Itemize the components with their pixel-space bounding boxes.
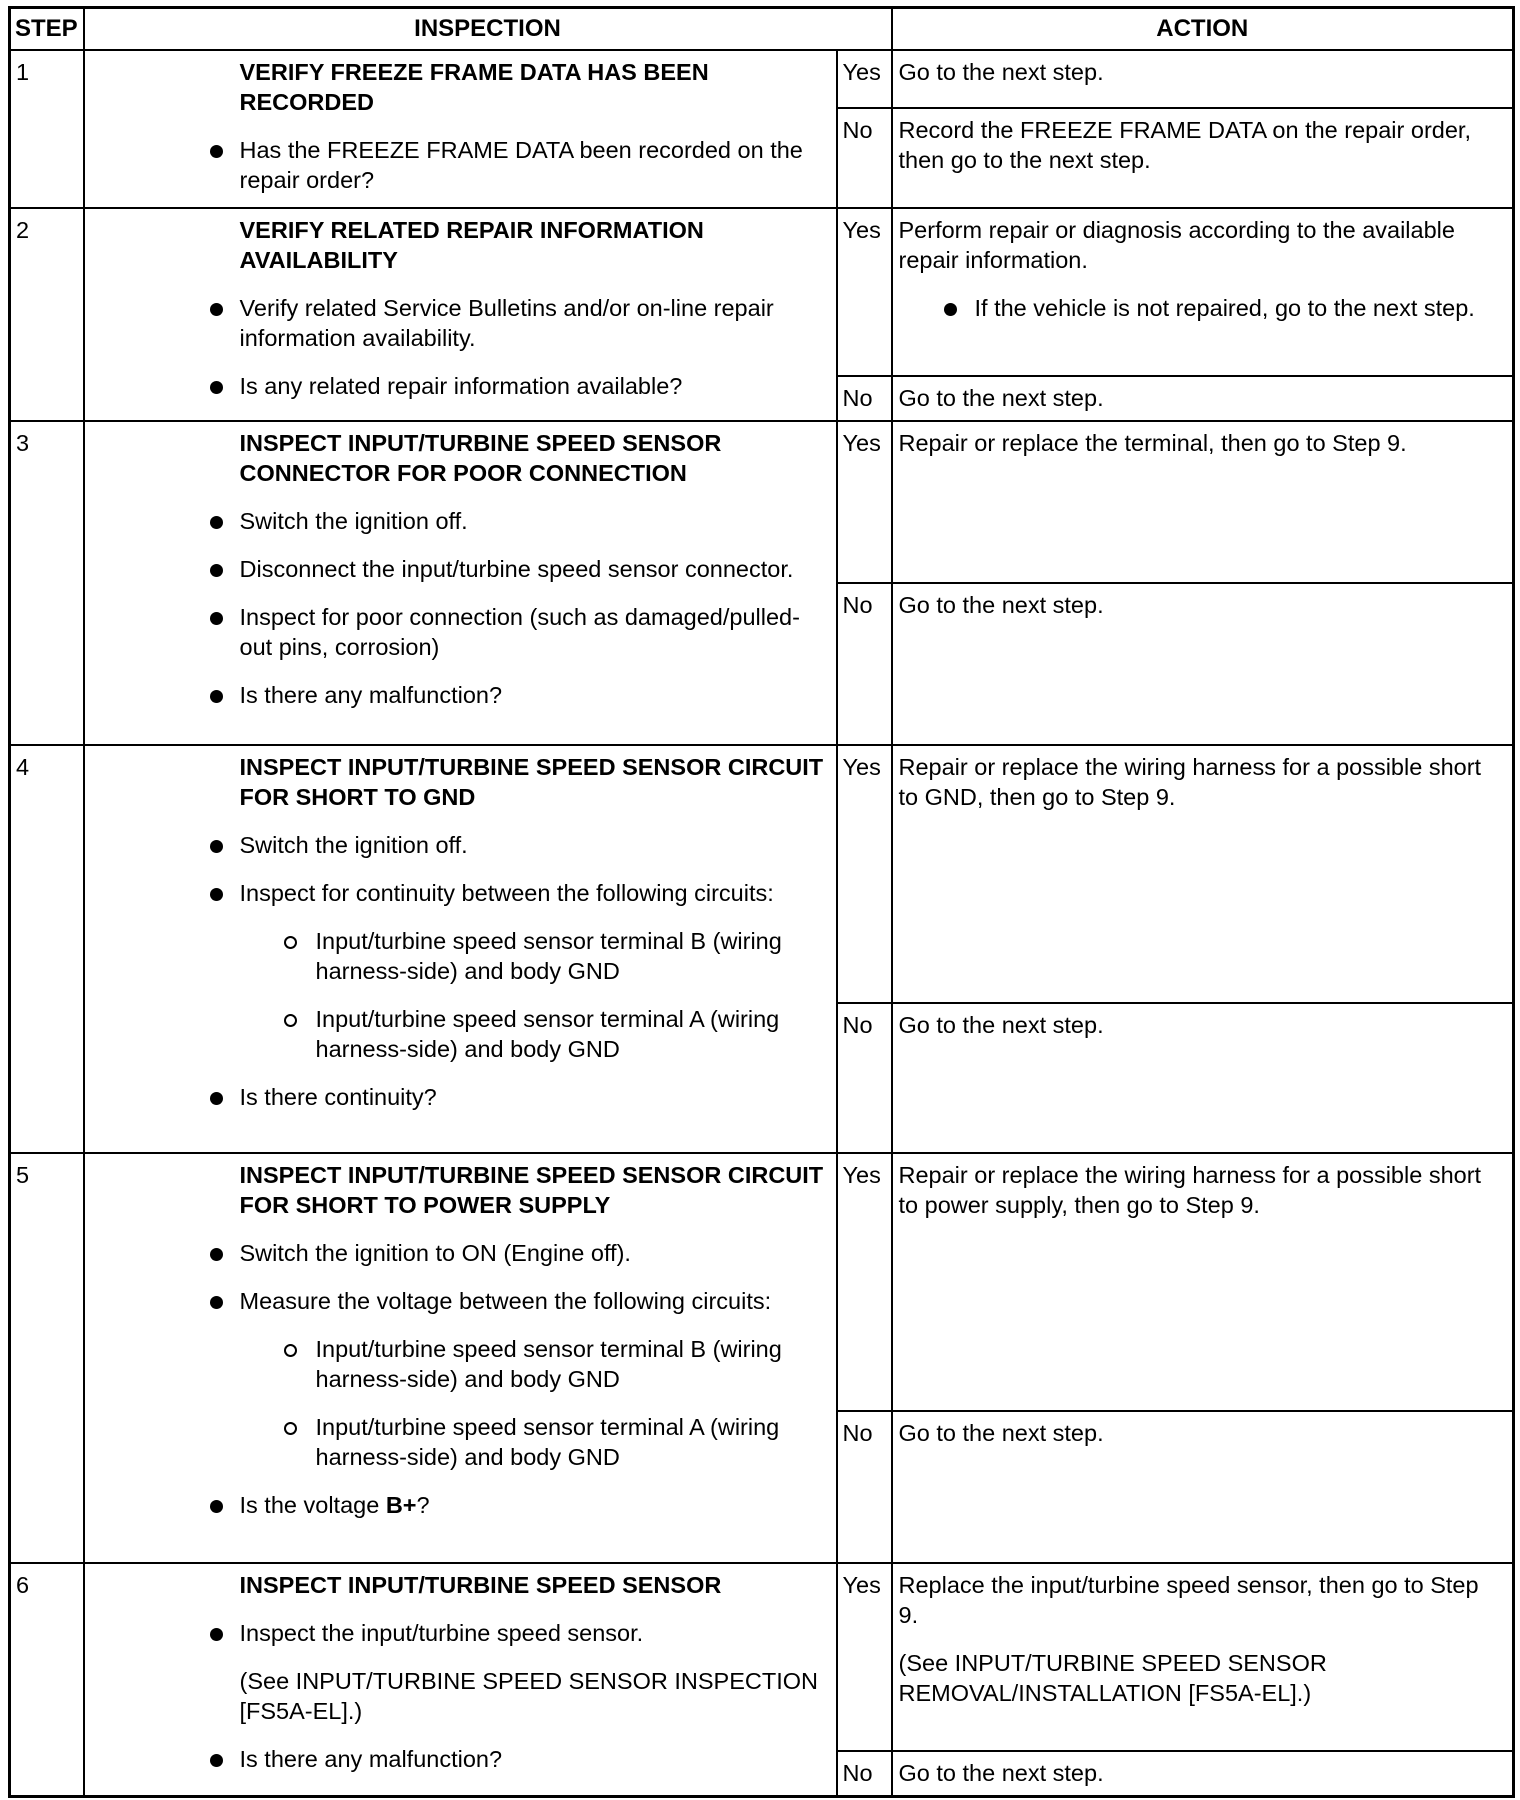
yes-label: Yes	[837, 1153, 892, 1411]
step-3-yes-row	[10, 421, 1514, 583]
yes-action: Go to the next step.	[892, 50, 1514, 108]
no-label: No	[837, 376, 892, 421]
inspection-item: Inspect for poor connection (such as damaged/pulled-out pins, corrosion)	[85, 602, 826, 662]
no-action: Go to the next step.	[892, 1751, 1514, 1796]
no-label: No	[837, 1751, 892, 1796]
step-title: INSPECT INPUT/TURBINE SPEED SENSOR CONNECTOR FOR POOR CONNECTION	[239, 430, 722, 486]
step-2-yes-row	[10, 208, 1514, 376]
yes-action: Repair or replace the wiring harness for a possible short to GND, then go to Step 9.	[892, 745, 1514, 1003]
yes-label: Yes	[837, 421, 892, 583]
no-action: Go to the next step.	[892, 583, 1514, 745]
yes-label: Yes	[837, 745, 892, 1003]
inspection-column-header: INSPECTION	[84, 8, 892, 51]
step-number: 5	[10, 1153, 84, 1563]
question-suffix: ?	[416, 1492, 430, 1518]
step-title: VERIFY RELATED REPAIR INFORMATION AVAILABILITY	[239, 217, 704, 273]
no-label: No	[837, 1003, 892, 1153]
step-1-yes-row	[10, 50, 1514, 108]
diagnostic-procedure-table	[8, 6, 1515, 1798]
step-title: INSPECT INPUT/TURBINE SPEED SENSOR CIRCUIT FOR SHORT TO GND	[239, 754, 824, 810]
voltage-value: B+	[385, 1492, 417, 1518]
inspection-item: Is there any malfunction?	[85, 680, 826, 710]
inspection-item: Verify related Service Bulletins and/or on-line repair information availability.	[85, 293, 826, 353]
action-column-header: ACTION	[892, 8, 1514, 51]
inspection-item: Is any related repair information available?	[85, 371, 826, 401]
step-5-yes-row	[10, 1153, 1514, 1411]
no-action: Go to the next step.	[892, 376, 1514, 421]
step-1-inspection	[84, 50, 837, 208]
yes-action: Perform repair or diagnosis according to the available repair information.	[898, 217, 1455, 273]
step-2-inspection	[84, 208, 837, 421]
inspection-subitem: Input/turbine speed sensor terminal A (wiring harness-side) and body GND	[85, 1412, 826, 1472]
yes-label: Yes	[837, 50, 892, 108]
inspection-item: Inspect the input/turbine speed sensor.	[85, 1618, 826, 1648]
no-action: Go to the next step.	[892, 1003, 1514, 1153]
inspection-item: Switch the ignition to ON (Engine off).	[85, 1238, 826, 1268]
step-6-inspection	[84, 1563, 837, 1796]
no-action: Go to the next step.	[892, 1411, 1514, 1563]
step-number: 2	[10, 208, 84, 421]
step-number: 1	[10, 50, 84, 208]
inspection-item: Switch the ignition off.	[85, 830, 826, 860]
step-title: INSPECT INPUT/TURBINE SPEED SENSOR	[239, 1572, 722, 1598]
no-action: Record the FREEZE FRAME DATA on the repair order, then go to the next step.	[892, 108, 1514, 208]
inspection-subitem: Input/turbine speed sensor terminal B (wiring harness-side) and body GND	[85, 1334, 826, 1394]
yes-action-cell	[892, 1563, 1514, 1751]
inspection-item-voltage-question	[85, 1490, 826, 1520]
step-number: 4	[10, 745, 84, 1153]
no-label: No	[837, 108, 892, 208]
yes-label: Yes	[837, 208, 892, 376]
no-label: No	[837, 1411, 892, 1563]
inspection-item: Is there continuity?	[85, 1082, 826, 1112]
inspection-item: Is there any malfunction?	[85, 1744, 826, 1774]
step-3-inspection	[84, 421, 837, 745]
step-number: 3	[10, 421, 84, 745]
inspection-item: Inspect for continuity between the following circuits:	[85, 878, 826, 908]
step-column-header: STEP	[10, 8, 84, 51]
yes-action: Repair or replace the terminal, then go to Step 9.	[892, 421, 1514, 583]
yes-action: Repair or replace the wiring harness for a possible short to power supply, then go to Step 9.	[892, 1153, 1514, 1411]
step-title: VERIFY FREEZE FRAME DATA HAS BEEN RECORDED	[239, 59, 709, 115]
step-title: INSPECT INPUT/TURBINE SPEED SENSOR CIRCUIT FOR SHORT TO POWER SUPPLY	[239, 1162, 824, 1218]
step-4-inspection	[84, 745, 837, 1153]
inspection-subitem: Input/turbine speed sensor terminal B (wiring harness-side) and body GND	[85, 926, 826, 986]
action-reference: (See INPUT/TURBINE SPEED SENSOR REMOVAL/INSTALLATION [FS5A-EL].)	[898, 1650, 1327, 1706]
step-5-inspection	[84, 1153, 837, 1563]
step-4-yes-row	[10, 745, 1514, 1003]
inspection-reference: (See INPUT/TURBINE SPEED SENSOR INSPECTION [FS5A-EL].)	[239, 1668, 818, 1724]
yes-action: Replace the input/turbine speed sensor, then go to Step 9.	[898, 1572, 1479, 1628]
step-number: 6	[10, 1563, 84, 1796]
no-label: No	[837, 583, 892, 745]
table-header-row	[10, 8, 1514, 51]
inspection-item: Switch the ignition off.	[85, 506, 826, 536]
inspection-item: Has the FREEZE FRAME DATA been recorded on the repair order?	[85, 135, 826, 195]
question-prefix: Is the voltage	[239, 1492, 386, 1518]
inspection-subitem: Input/turbine speed sensor terminal A (wiring harness-side) and body GND	[85, 1004, 826, 1064]
inspection-item: Disconnect the input/turbine speed sensor connector.	[85, 554, 826, 584]
action-bullet: If the vehicle is not repaired, go to the next step.	[899, 293, 1503, 323]
inspection-item: Measure the voltage between the following circuits:	[85, 1286, 826, 1316]
step-6-yes-row	[10, 1563, 1514, 1751]
yes-label: Yes	[837, 1563, 892, 1751]
yes-action-cell	[892, 208, 1514, 376]
